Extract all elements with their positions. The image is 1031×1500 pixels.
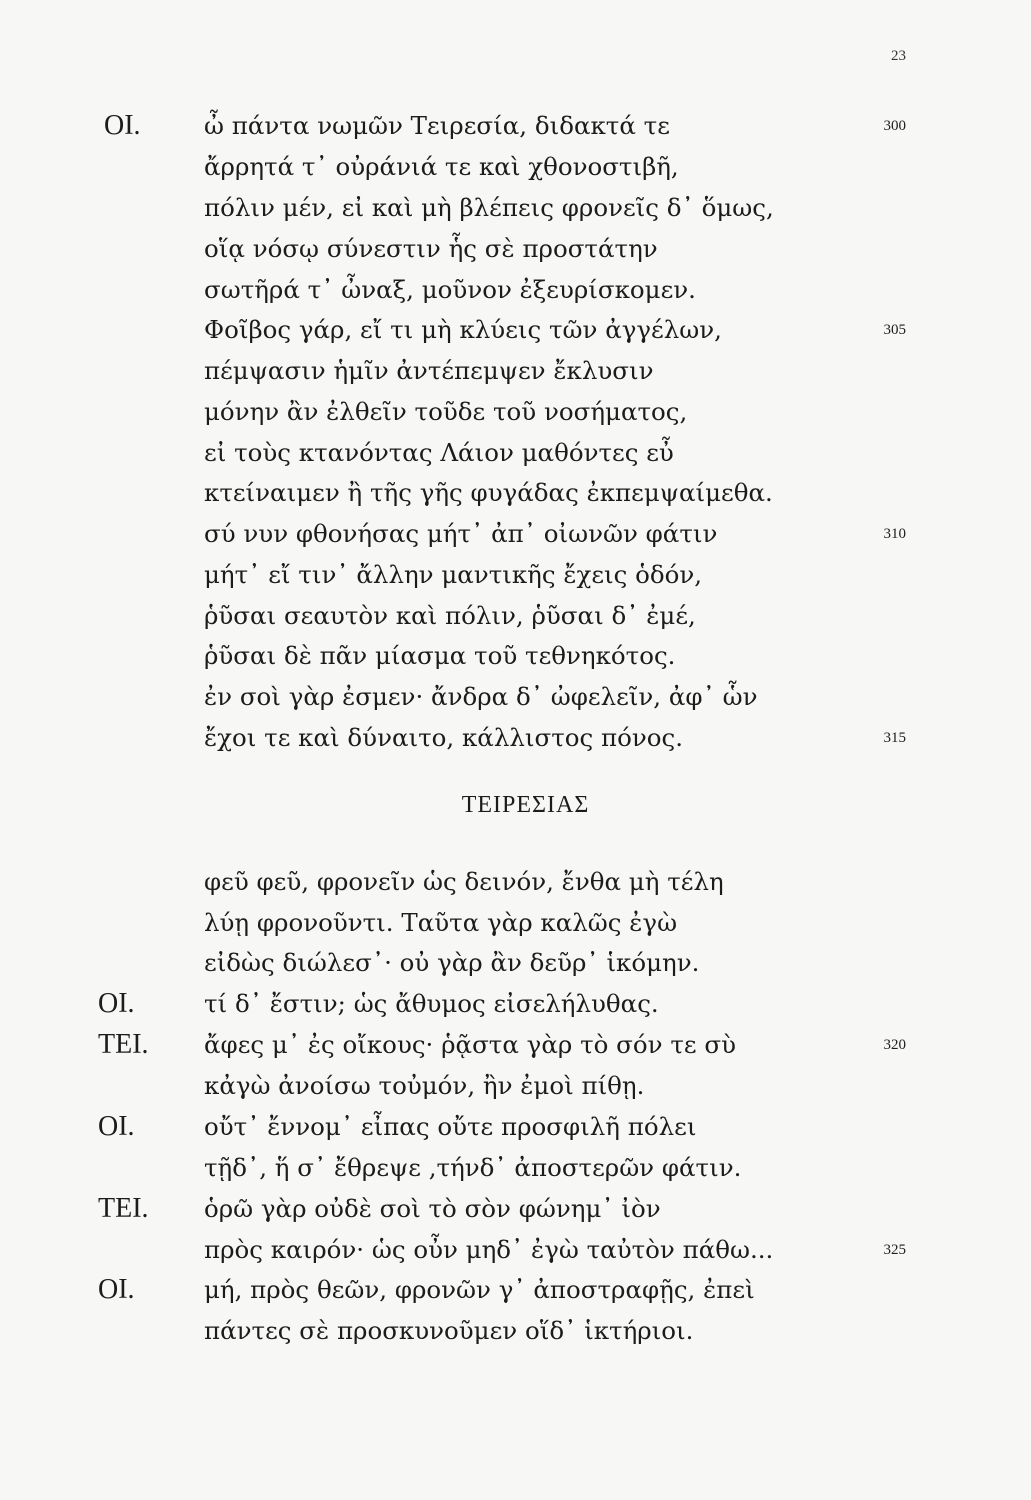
line-number: 325 xyxy=(883,1242,906,1258)
verse-line xyxy=(0,106,1031,146)
speaker-label: ΟΙ. xyxy=(98,1274,135,1305)
page-number: 23 xyxy=(891,48,906,64)
verse-text: ἐν σοὶ γὰρ ἐσμεν· ἄνδρα δ᾽ ὠφελεῖν, ἀφ᾽ ὧν xyxy=(204,682,758,711)
verse-text: τί δ᾽ ἔστιν; ὡς ἄθυμος εἰσελήλυθας. xyxy=(204,989,659,1018)
speaker-label: ΤΕΙ. xyxy=(98,1193,149,1224)
verse-text: κἀγὼ ἀνοίσω τοὐμόν, ἢν ἐμοὶ πίθῃ. xyxy=(204,1071,645,1100)
speaker-label: ΤΕΙ. xyxy=(98,1029,149,1060)
verse-text: πάντες σὲ προσκυνοῦμεν οἵδ᾽ ἱκτήριοι. xyxy=(204,1316,694,1345)
verse-text: μήτ᾽ εἴ τιν᾽ ἄλλην μαντικῆς ἔχεις ὁδόν, xyxy=(204,560,703,589)
verse-text: μή, πρὸς θεῶν, φρονῶν γ᾽ ἀποστραφῇς, ἐπεὶ xyxy=(204,1275,755,1304)
verse-text: πέμψασιν ἡμῖν ἀντέπεμψεν ἔκλυσιν xyxy=(204,356,654,385)
verse-text: φεῦ φεῦ, φρονεῖν ὡς δεινόν, ἔνθα μὴ τέλη xyxy=(204,867,724,896)
verse-text: πρὸς καιρόν· ὡς οὖν μηδ᾽ ἐγὼ ταὐτὸν πάθω... xyxy=(204,1235,774,1264)
verse-text: ῥῦσαι σεαυτὸν καὶ πόλιν, ῥῦσαι δ᾽ ἐμέ, xyxy=(204,601,696,630)
verse-text: εἰ τοὺς κτανόντας Λάιον μαθόντες εὖ xyxy=(204,438,674,467)
verse-text: εἰδὼς διώλεσ᾽· οὐ γὰρ ἂν δεῦρ᾽ ἱκόμην. xyxy=(204,948,700,977)
line-number: 300 xyxy=(883,118,906,134)
verse-text: ῥῦσαι δὲ πᾶν μίασμα τοῦ τεθνηκότος. xyxy=(204,641,676,670)
speaker-label: ΟΙ. xyxy=(98,1111,135,1142)
verse-line xyxy=(0,514,1031,554)
verse-line xyxy=(0,433,1031,473)
verse-text: κτείναιμεν ἢ τῆς γῆς φυγάδας ἐκπεμψαίμεθα. xyxy=(204,478,773,507)
verse-line xyxy=(0,555,1031,595)
verse-line xyxy=(0,636,1031,676)
verse-text: πόλιν μέν, εἰ καὶ μὴ βλέπεις φρονεῖς δ᾽ ὅμως, xyxy=(204,193,774,222)
verse-line xyxy=(0,188,1031,228)
verse-line xyxy=(0,1189,1031,1229)
verse-text: λύῃ φρονοῦντι. Ταῦτα γὰρ καλῶς ἐγὼ xyxy=(204,908,678,937)
verse-line xyxy=(0,1025,1031,1065)
line-number: 320 xyxy=(883,1037,906,1053)
verse-text: τῇδ᾽, ἥ σ᾽ ἔθρεψε ,τήνδ᾽ ἀποστερῶν φάτιν. xyxy=(204,1153,742,1182)
verse-line xyxy=(0,984,1031,1024)
verse-line xyxy=(0,310,1031,350)
line-number: 305 xyxy=(883,322,906,338)
verse-text: ἔχοι τε καὶ δύναιτο, κάλλιστος πόνος. xyxy=(204,723,684,752)
verse-line xyxy=(0,229,1031,269)
verse-line xyxy=(0,473,1031,513)
verse-text: Φοῖβος γάρ, εἴ τι μὴ κλύεις τῶν ἀγγέλων, xyxy=(204,315,722,344)
verse-text: ὦ πάντα νωμῶν Τειρεσία, διδακτά τε xyxy=(204,111,670,140)
line-number: 315 xyxy=(883,730,906,746)
verse-text: οἵᾳ νόσῳ σύνεστιν ἧς σὲ προστάτην xyxy=(204,234,658,263)
verse-text: σύ νυν φθονήσας μήτ᾽ ἀπ᾽ οἰωνῶν φάτιν xyxy=(204,519,718,548)
verse-line xyxy=(0,677,1031,717)
verse-text: οὔτ᾽ ἔννομ᾽ εἶπας οὔτε προσφιλῆ πόλει xyxy=(204,1112,697,1141)
verse-line xyxy=(0,862,1031,902)
speaker-heading: ΤΕΙΡΕΣΙΑΣ xyxy=(461,792,590,818)
verse-text: ἄφες μ᾽ ἐς οἴκους· ῥᾷστα γὰρ τὸ σόν τε σὺ xyxy=(204,1030,736,1059)
verse-text: ὁρῶ γὰρ οὐδὲ σοὶ τὸ σὸν φώνημ᾽ ἰὸν xyxy=(204,1194,661,1223)
verse-line xyxy=(0,147,1031,187)
verse-line xyxy=(0,351,1031,391)
verse-text: ἄρρητά τ᾽ οὐράνιά τε καὶ χθονοστιβῆ, xyxy=(204,152,679,181)
verse-line xyxy=(0,903,1031,943)
verse-text: μόνην ἂν ἐλθεῖν τοῦδε τοῦ νοσήματος, xyxy=(204,397,688,426)
verse-line xyxy=(0,1107,1031,1147)
verse-line xyxy=(0,1311,1031,1351)
verse-line xyxy=(0,596,1031,636)
speaker-label: ΟΙ. xyxy=(104,110,141,141)
verse-line xyxy=(0,718,1031,758)
verse-line xyxy=(0,392,1031,432)
verse-text: σωτῆρά τ᾽ ὦναξ, μοῦνον ἐξευρίσκομεν. xyxy=(204,275,696,304)
verse-line xyxy=(0,1066,1031,1106)
verse-line xyxy=(0,1270,1031,1310)
verse-line xyxy=(0,943,1031,983)
verse-line xyxy=(0,1148,1031,1188)
speaker-label: ΟΙ. xyxy=(98,988,135,1019)
line-number: 310 xyxy=(883,526,906,542)
verse-line xyxy=(0,1230,1031,1270)
verse-line xyxy=(0,270,1031,310)
